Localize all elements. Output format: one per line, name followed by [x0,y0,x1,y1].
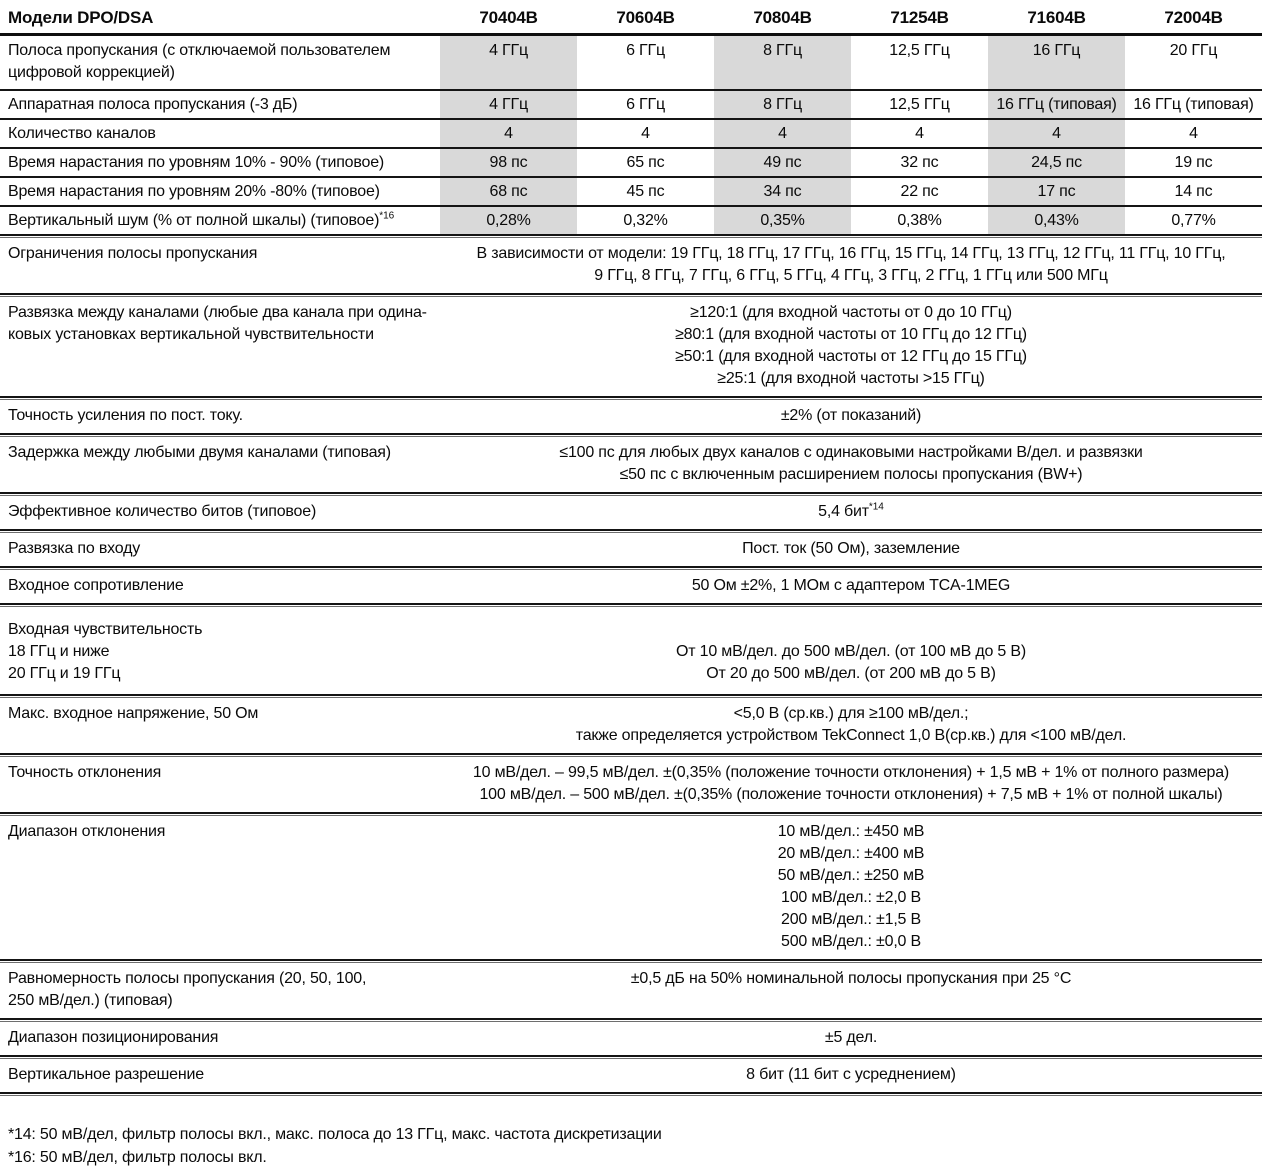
label-line: Развязка по входу [8,540,141,557]
value-line: ≥50:1 (для входной частоты от 12 ГГц до 15 ГГц) [675,348,1027,365]
value-line: ≤100 пс для любых двух каналов с одинаковыми настройками В/дел. и развязки [559,444,1143,461]
label-line: ковых установках вертикальной чувствительности [8,326,374,343]
row-input-sensitivity [0,607,1262,694]
cell-value: 19 пс [1174,153,1213,171]
value-line: 20 мВ/дел.: ±400 мВ [777,845,925,862]
header-row [0,0,1262,33]
row-label: Время нарастания по уровням 10% - 90% (типовое) [8,153,385,171]
footnote-marker: *14 [868,501,884,513]
row-label [0,501,440,523]
row-vertical-resolution [0,1059,1262,1092]
row-value [440,821,1262,953]
value-line: 100 мВ/дел.: ±2,0 В [781,889,921,906]
value-line: 10 мВ/дел.: ±450 мВ [777,823,925,840]
value-line: В зависимости от модели: 19 ГГц, 18 ГГц, 17 ГГц, 16 ГГц, 15 ГГц, 14 ГГц, 13 ГГц, 12 ГГц, 11 ГГц, 10 ГГц, [476,245,1226,262]
table-title: Модели DPO/DSA [8,8,154,27]
row-value [440,968,1262,1012]
row-label: Аппаратная полоса пропускания (-3 дБ) [8,95,298,113]
row-value [440,302,1262,390]
cell-value: 68 пс [440,178,577,205]
row-input-impedance [0,570,1262,603]
value-line: 50 мВ/дел.: ±250 мВ [777,867,925,884]
footnote-marker: *16 [379,210,395,222]
value-line: 100 мВ/дел. – 500 мВ/дел. ±(0,35% (положение точности отклонения) + 7,5 мВ + 1% от полной шкалы) [479,786,1223,803]
cell-value: 0,38% [897,211,942,229]
row-channel-isolation [0,297,1262,396]
row-vertical-noise [0,207,1262,234]
cell-value: 34 пс [714,178,851,205]
label-line: Диапазон отклонения [8,823,166,840]
footnotes [0,1123,1262,1169]
model-column-header: 72004B [1164,8,1223,27]
value-line: 8 бит (11 бит с усреднением) [746,1066,956,1083]
cell-value: 8 ГГц [714,91,851,118]
value-line: 50 Ом ±2%, 1 МОм с адаптером TCA-1MEG [691,577,1011,594]
value-line: ≥80:1 (для входной частоты от 10 ГГц до 12 ГГц) [675,326,1027,343]
value-line: 200 мВ/дел.: ±1,5 В [781,911,921,928]
cell-value: 32 пс [900,153,939,171]
row-value [440,501,1262,523]
cell-value: 20 ГГц [1169,42,1218,59]
row-label [0,968,440,1012]
value-line: 10 мВ/дел. – 99,5 мВ/дел. ±(0,35% (положение точности отклонения) + 1,5 мВ + 1% от полного размера) [472,764,1230,781]
row-label [0,243,440,287]
cell-value: 24,5 пс [988,149,1125,176]
cell-value: 0,35% [714,207,851,234]
value-line: ≥120:1 (для входной частоты от 0 до 10 ГГц) [690,304,1012,321]
value-line: <5,0 В (ср.кв.) для ≥100 мВ/дел.; [733,705,969,722]
row-offset-range [0,816,1262,959]
row-value [440,538,1262,560]
label-line: Равномерность полосы пропускания (20, 50, 100, [8,970,367,987]
row-label: Полоса пропускания (с отключаемой пользователем цифровой коррекцией) [8,42,391,81]
model-column-header: 71604B [1027,8,1086,27]
value-line: ≥25:1 (для входной частоты >15 ГГц) [717,370,985,387]
cell-value: 16 ГГц (типовая) [1133,95,1254,113]
label-line: Входная чувствительность [8,621,203,638]
cell-value: 17 пс [988,178,1125,205]
label-line: Входное сопротивление [8,577,184,594]
cell-value: 4 [988,120,1125,147]
row-value [440,442,1262,486]
label-text: Вертикальный шум (% от полной шкалы) (типовое) [8,211,380,229]
cell-value: 6 ГГц [626,95,665,113]
label-line: Точность усиления по пост. току. [8,407,243,424]
label-line: Вертикальное разрешение [8,1066,204,1083]
cell-value: 98 пс [440,149,577,176]
row-label [0,1027,440,1049]
cell-value: 45 пс [626,182,665,200]
row-value [440,1027,1262,1049]
row-label [0,302,440,390]
row-label [0,821,440,953]
row-label [0,619,440,685]
cell-value: 12,5 ГГц [889,42,950,59]
value-line: От 20 до 500 мВ/дел. (от 200 мВ до 5 В) [706,665,996,682]
row-label: Количество каналов [8,124,156,142]
label-line: 18 ГГц и ниже [8,643,110,660]
row-label [0,703,440,747]
row-hardware-bandwidth [0,91,1262,118]
row-label [0,210,440,232]
cell-value: 4 [1189,124,1198,142]
value-line: 500 мВ/дел.: ±0,0 В [781,933,921,950]
row-bandwidth-limits [0,238,1262,293]
label-line: 20 ГГц и 19 ГГц [8,665,121,682]
label-line: Ограничения полосы пропускания [8,245,258,262]
label-line: Задержка между любыми двумя каналами (типовая) [8,444,391,461]
row-value [440,405,1262,427]
row-channel-delay [0,437,1262,492]
row-offset-accuracy [0,757,1262,812]
cell-value: 4 [714,120,851,147]
cell-value: 22 пс [900,182,939,200]
value-line: Пост. ток (50 Ом), заземление [742,540,960,557]
cell-value: 0,32% [623,211,668,229]
row-position-range [0,1022,1262,1055]
cell-value: 8 ГГц [714,36,851,89]
cell-value: 65 пс [626,153,665,171]
row-bandwidth-flatness [0,963,1262,1018]
value-line: также определяется устройством TekConnect 1,0 В(ср.кв.) для <100 мВ/дел. [575,727,1127,744]
row-input-coupling [0,533,1262,566]
model-column-header: 70404B [479,8,538,27]
cell-value: 16 ГГц (типовая) [988,91,1125,118]
row-bandwidth [0,36,1262,89]
value-line [440,501,1262,523]
cell-value: 16 ГГц [988,36,1125,89]
row-value [440,703,1262,747]
cell-value: 0,28% [440,207,577,234]
cell-value: 4 [440,120,577,147]
row-max-input-voltage [0,698,1262,753]
row-label [0,538,440,560]
value-line: ≤50 пс с включенным расширением полосы пропускания (BW+) [619,466,1083,483]
value-line: ±0,5 дБ на 50% номинальной полосы пропускания при 25 °C [630,970,1072,987]
cell-value: 12,5 ГГц [889,95,950,113]
footnote-16: *16: 50 мВ/дел, фильтр полосы вкл. [8,1149,267,1166]
cell-value: 4 [915,124,924,142]
cell-value: 14 пс [1174,182,1213,200]
label-line: 250 мВ/дел.) (типовая) [8,992,173,1009]
divider [0,1092,1262,1096]
row-dc-gain-accuracy [0,400,1262,433]
cell-value: 4 ГГц [440,36,577,89]
row-label [0,1064,440,1086]
value-line: 9 ГГц, 8 ГГц, 7 ГГц, 6 ГГц, 5 ГГц, 4 ГГц, 3 ГГц, 2 ГГц, 1 ГГц или 500 МГц [594,267,1108,284]
row-label [0,442,440,486]
row-rise-time-20-80 [0,178,1262,205]
model-column-header: 70604B [616,8,675,27]
row-value [440,619,1262,685]
cell-value: 4 [641,124,650,142]
value-line: ±2% (от показаний) [780,407,922,424]
value-line: От 10 мВ/дел. до 500 мВ/дел. (от 100 мВ до 5 В) [676,643,1026,660]
footnote-14: *14: 50 мВ/дел, фильтр полосы вкл., макс. полоса до 13 ГГц, макс. частота дискретизации [8,1126,662,1143]
label-line: Эффективное количество битов (типовое) [8,503,317,520]
row-label [0,575,440,597]
label-line: Макс. входное напряжение, 50 Ом [8,705,259,722]
row-value [440,762,1262,806]
row-label [0,762,440,806]
row-value [440,1064,1262,1086]
value-line: ±5 дел. [824,1029,878,1046]
cell-value: 4 ГГц [440,91,577,118]
value-spacer [440,619,1262,641]
cell-value: 0,43% [988,207,1125,234]
row-label [0,405,440,427]
cell-value: 49 пс [714,149,851,176]
label-line: Диапазон позиционирования [8,1029,219,1046]
cell-value: 0,77% [1171,211,1216,229]
row-value [440,575,1262,597]
row-effective-bits [0,496,1262,529]
cell-value: 6 ГГц [626,42,665,59]
row-rise-time-10-90 [0,149,1262,176]
model-column-header: 71254B [890,8,949,27]
value-text: 5,4 бит [818,503,869,520]
label-line: Точность отклонения [8,764,162,781]
row-channel-count [0,120,1262,147]
label-line: Развязка между каналами (любые два канала при одина- [8,304,427,321]
model-column-header: 70804B [753,8,812,27]
row-value [440,243,1262,287]
row-label: Время нарастания по уровням 20% -80% (типовое) [8,182,380,200]
